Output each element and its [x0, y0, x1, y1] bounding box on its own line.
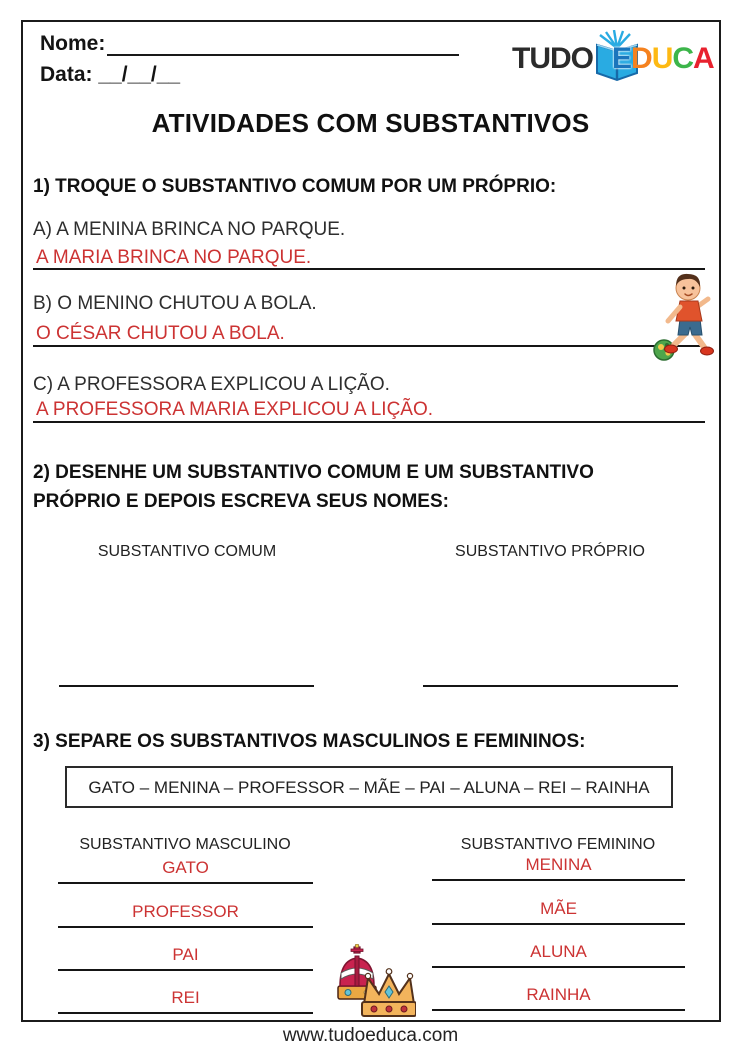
exercise-b-answer: O CÉSAR CHUTOU A BOLA. — [36, 323, 285, 344]
feminine-word-2: MÃE — [540, 899, 577, 918]
name-blank-line — [107, 34, 459, 56]
exercise-a-answer: A MARIA BRINCA NO PARQUE. — [36, 247, 312, 268]
masculine-word-4: REI — [171, 988, 200, 1007]
feminine-word-3: ALUNA — [530, 942, 587, 961]
name-field-row — [40, 32, 459, 56]
section2-left-column-header: SUBSTANTIVO COMUM — [97, 543, 277, 560]
masculine-word-2: PROFESSOR — [132, 902, 239, 921]
exercise-c-answer-line — [33, 421, 705, 423]
logo-letter-e: E — [612, 41, 632, 75]
feminine-line-4 — [432, 1009, 685, 1011]
section2-right-write-line — [423, 685, 678, 687]
section3-masculine-header: SUBSTANTIVO MASCULINO — [79, 836, 291, 853]
tudoeduca-logo — [512, 30, 714, 87]
logo-letter-u: U — [651, 41, 673, 75]
section2-left-write-line — [59, 685, 314, 687]
feminine-word-4: RAINHA — [526, 985, 591, 1004]
section2-right-column-header: SUBSTANTIVO PRÓPRIO — [455, 543, 645, 560]
section2-heading: 2) DESENHE UM SUBSTANTIVO COMUM E UM SUBSTANTIVO PRÓPRIO E DEPOIS ESCREVA SEUS NOMES: — [33, 462, 594, 513]
feminine-line-3 — [432, 966, 685, 968]
feminine-line-1 — [432, 879, 685, 881]
logo-word-tudo: TUDO — [512, 41, 593, 75]
exercise-c-answer: A PROFESSORA MARIA EXPLICOU A LIÇÃO. — [36, 399, 434, 420]
logo-letter-c: C — [672, 41, 694, 75]
feminine-line-2 — [432, 923, 685, 925]
feminine-word-1: MENINA — [525, 855, 592, 874]
name-label: Nome: — [40, 32, 106, 55]
masculine-line-3 — [58, 969, 313, 971]
masculine-word-1: GATO — [162, 858, 209, 877]
exercise-b-answer-line — [33, 345, 705, 347]
word-bank-box: GATO – MENINA – PROFESSOR – MÃE – PAI – ALUNA – REI – RAINHA — [65, 766, 673, 808]
exercise-a-answer-line — [33, 268, 705, 270]
masculine-line-1 — [58, 882, 313, 884]
masculine-word-3: PAI — [172, 945, 199, 964]
crowns-illustration — [334, 944, 416, 1025]
date-label: Data: __/__/__ — [40, 63, 181, 86]
section3-heading: 3) SEPARE OS SUBSTANTIVOS MASCULINOS E FEMININOS: — [33, 731, 586, 752]
page-title: ATIVIDADES COM SUBSTANTIVOS — [151, 108, 590, 138]
section3-feminine-header: SUBSTANTIVO FEMININO — [460, 836, 656, 853]
website-footer: www.tudoeduca.com — [282, 1025, 459, 1046]
masculine-line-2 — [58, 926, 313, 928]
logo-letter-a: A — [693, 41, 714, 75]
exercise-c-prompt: C) A PROFESSORA EXPLICOU A LIÇÃO. — [33, 374, 390, 395]
logo-letter-d: D — [631, 41, 652, 75]
masculine-line-4 — [58, 1012, 313, 1014]
exercise-b-prompt: B) O MENINO CHUTOU A BOLA. — [33, 293, 317, 314]
exercise-a-prompt: A) A MENINA BRINCA NO PARQUE. — [33, 219, 346, 240]
section1-heading: 1) TROQUE O SUBSTANTIVO COMUM POR UM PRÓPRIO: — [33, 176, 557, 197]
boy-kicking-ball-illustration — [652, 271, 718, 368]
